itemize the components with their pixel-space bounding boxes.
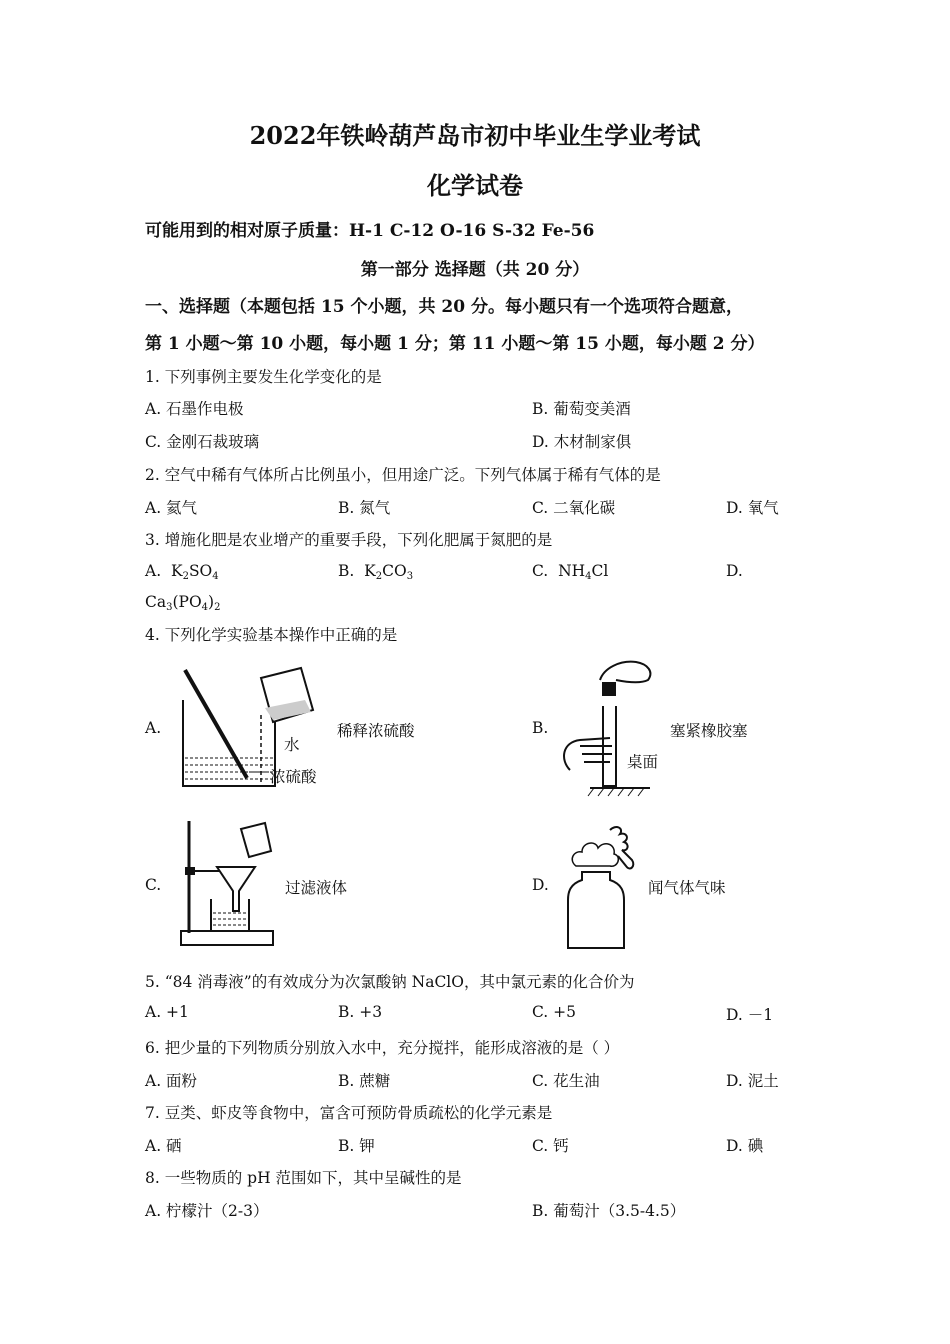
q4-option-a-label: 稀释浓硫酸 bbox=[337, 722, 415, 740]
q4-option-a-letter[interactable]: A. bbox=[145, 719, 162, 737]
q4-b-table-label: 桌面 bbox=[627, 753, 659, 771]
q6-option-d[interactable]: D. 泥土 bbox=[726, 1072, 779, 1090]
q1-option-b[interactable]: B. 葡萄变美酒 bbox=[532, 400, 631, 418]
q6-option-b[interactable]: B. 蔗糖 bbox=[338, 1072, 391, 1090]
q3-option-c[interactable]: C. $NH_4Cl$ bbox=[532, 562, 609, 582]
q2-option-a[interactable]: A. 氦气 bbox=[145, 499, 198, 517]
q3-option-a-letter: A. bbox=[145, 562, 162, 580]
q2-option-c[interactable]: C. 二氧化碳 bbox=[532, 499, 616, 517]
stopper-diagram bbox=[550, 650, 680, 800]
q2-stem: 2. 空气中稀有气体所占比例虽小，但用途广泛。下列气体属于稀有气体的是 bbox=[145, 466, 661, 484]
q8-option-a[interactable]: A. 柠檬汁（2-3） bbox=[145, 1202, 269, 1220]
q4-option-c-label: 过滤液体 bbox=[285, 879, 348, 897]
q4-a-acid-label: 浓硫酸 bbox=[270, 768, 317, 786]
q8-stem: 8. 一些物质的 pH 范围如下，其中呈碱性的是 bbox=[145, 1169, 462, 1187]
q4-option-d-letter[interactable]: D. bbox=[532, 876, 549, 894]
q5-option-c[interactable]: C. +5 bbox=[532, 1003, 577, 1021]
q5-option-d[interactable]: D. －1 bbox=[726, 1006, 774, 1024]
q4-option-b-label: 塞紧橡胶塞 bbox=[670, 722, 748, 740]
page-title: 2022年铁岭葫芦岛市初中毕业生学业考试 bbox=[249, 121, 701, 150]
filtration-diagram bbox=[175, 815, 280, 955]
q3-stem: 3. 增施化肥是农业增产的重要手段，下列化肥属于氮肥的是 bbox=[145, 531, 553, 549]
q3-option-a[interactable]: A. $K_2SO_4$ bbox=[145, 562, 219, 582]
q3-option-d[interactable]: $Ca_3(PO_4)_2$ bbox=[145, 593, 221, 613]
part-heading: 第一部分 选择题（共 20 分） bbox=[360, 260, 590, 280]
q3-option-b[interactable]: B. $K_2CO_3$ bbox=[338, 562, 414, 582]
q5-option-b[interactable]: B. +3 bbox=[338, 1003, 383, 1021]
q5-option-a[interactable]: A. +1 bbox=[145, 1003, 189, 1021]
q2-option-b[interactable]: B. 氮气 bbox=[338, 499, 391, 517]
q1-option-d[interactable]: D. 木材制家俱 bbox=[532, 433, 632, 451]
q4-a-water-label: 水 bbox=[284, 736, 300, 754]
q1-option-a[interactable]: A. 石墨作电极 bbox=[145, 400, 244, 418]
q1-option-c[interactable]: C. 金刚石裁玻璃 bbox=[145, 433, 260, 451]
q4-stem: 4. 下列化学实验基本操作中正确的是 bbox=[145, 626, 398, 644]
dilute-acid-diagram bbox=[165, 660, 345, 795]
q4-option-d-label: 闻气体气味 bbox=[648, 879, 726, 897]
section-instruction-2: 第 1 小题～第 10 小题，每小题 1 分；第 11 小题～第 15 小题，每小题 2 分） bbox=[145, 334, 765, 354]
q6-option-c[interactable]: C. 花生油 bbox=[532, 1072, 600, 1090]
q7-stem: 7. 豆类、虾皮等食物中，富含可预防骨质疏松的化学元素是 bbox=[145, 1104, 553, 1122]
q7-option-c[interactable]: C. 钙 bbox=[532, 1137, 569, 1155]
q7-option-d[interactable]: D. 碘 bbox=[726, 1137, 764, 1155]
q7-option-a[interactable]: A. 硒 bbox=[145, 1137, 182, 1155]
q8-option-b[interactable]: B. 葡萄汁（3.5-4.5） bbox=[532, 1202, 686, 1220]
section-instruction-1: 一、选择题（本题包括 15 个小题，共 20 分。每小题只有一个选项符合题意， bbox=[145, 297, 743, 317]
q6-option-a[interactable]: A. 面粉 bbox=[145, 1072, 198, 1090]
q5-stem: 5. “84 消毒液”的有效成分为次氯酸钠 NaClO，其中氯元素的化合价为 bbox=[145, 973, 635, 991]
q6-stem: 6. 把少量的下列物质分别放入水中，充分搅拌，能形成溶液的是（ ） bbox=[145, 1039, 620, 1057]
atomic-masses: 可能用到的相对原子质量：H-1 C-12 O-16 S-32 Fe-56 bbox=[145, 221, 595, 241]
page-subtitle: 化学试卷 bbox=[427, 171, 523, 200]
q7-option-b[interactable]: B. 钾 bbox=[338, 1137, 375, 1155]
q1-stem: 1. 下列事例主要发生化学变化的是 bbox=[145, 368, 382, 386]
q4-option-c-letter[interactable]: C. bbox=[145, 876, 162, 894]
smell-gas-diagram bbox=[560, 820, 650, 955]
q3-option-d-letter[interactable]: D. bbox=[726, 562, 743, 580]
q3-option-c-letter: C. bbox=[532, 562, 549, 580]
q3-option-b-letter: B. bbox=[338, 562, 355, 580]
q4-option-b-letter[interactable]: B. bbox=[532, 719, 549, 737]
q2-option-d[interactable]: D. 氧气 bbox=[726, 499, 779, 517]
